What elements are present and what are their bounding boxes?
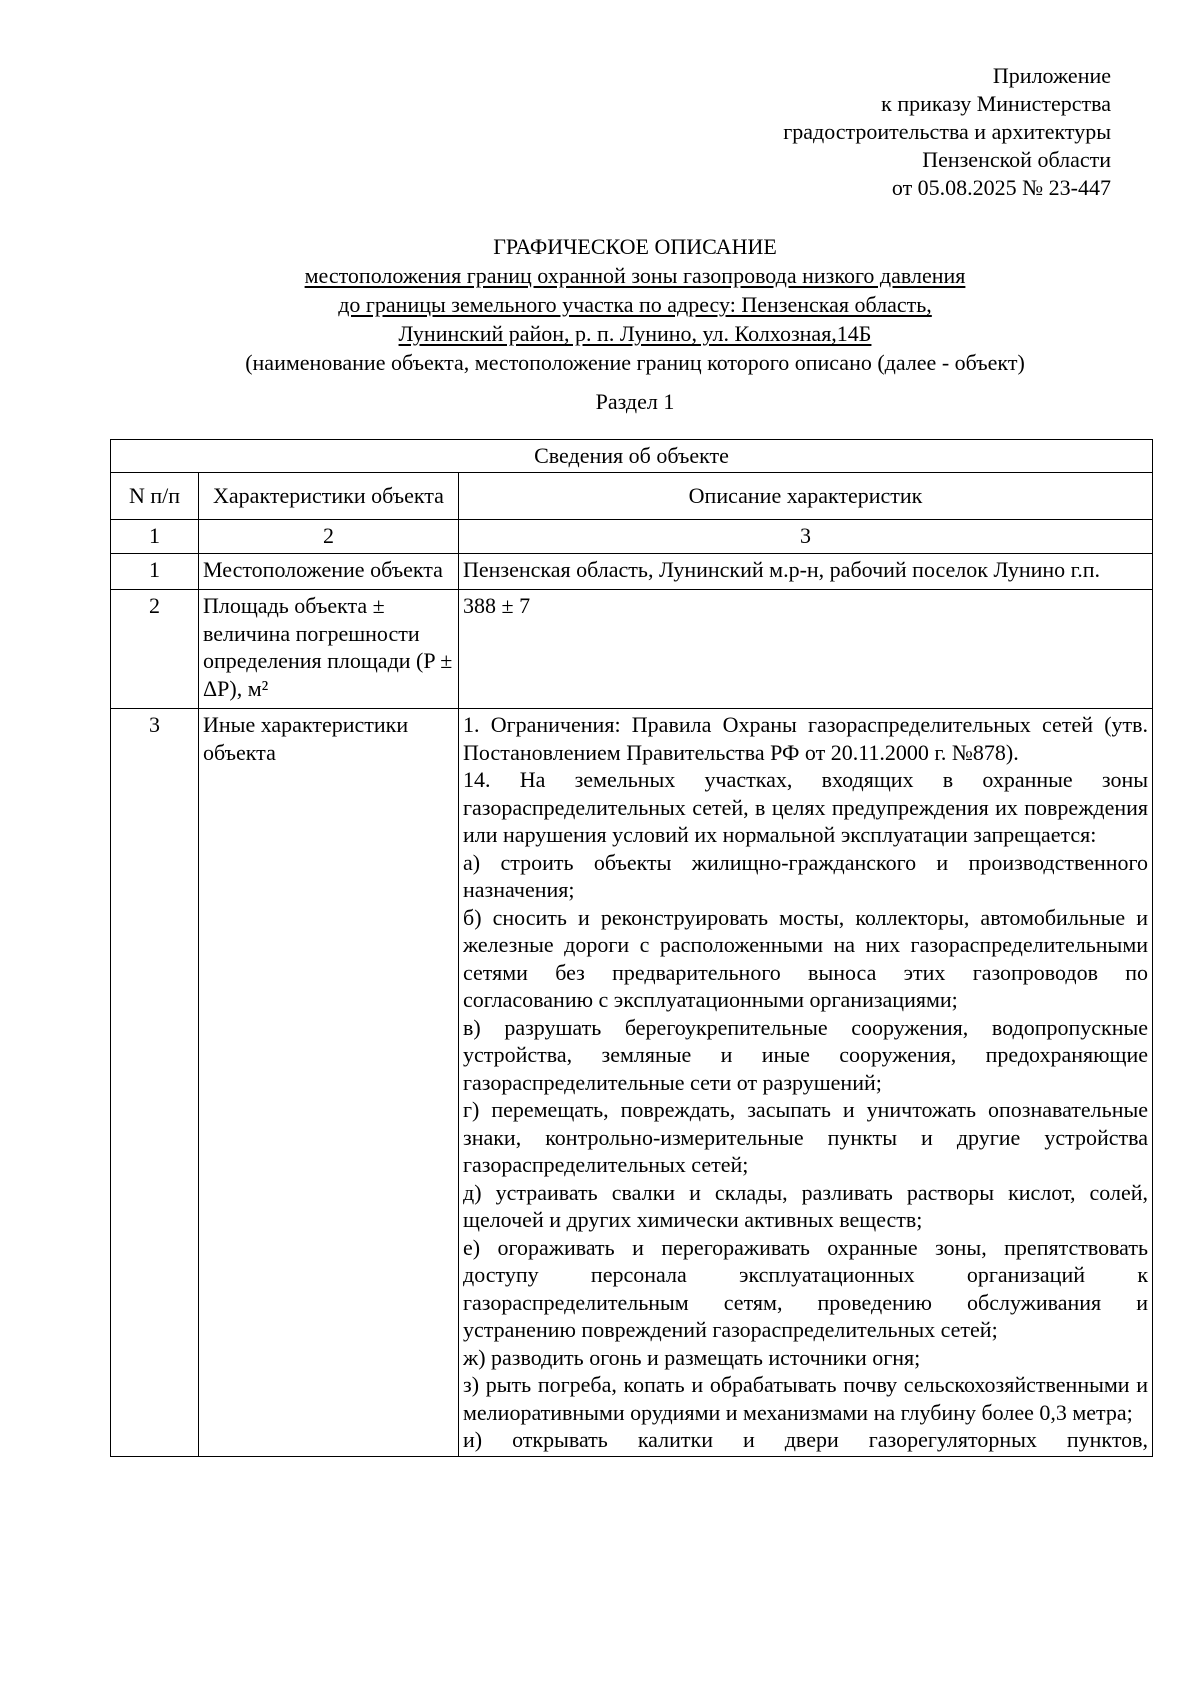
section-title: Раздел 1	[595, 389, 675, 414]
object-name-line-1: местоположения границ охранной зоны газопровода низкого давления	[304, 263, 966, 288]
table-row	[111, 709, 1153, 1457]
appendix-block	[591, 62, 1111, 202]
row-number: 2	[111, 590, 199, 709]
restriction-paragraph: д) устраивать свалки и склады, разливать растворы кислот, солей, щелочей и других химически активных веществ;	[463, 1179, 1149, 1232]
row-characteristic: Площадь объекта ± величина погрешности определения площади (P ± ΔP), м²	[199, 590, 459, 709]
table-row	[111, 553, 1153, 590]
object-name-caption: (наименование объекта, местоположение границ которого описано (далее - объект)	[245, 350, 1025, 375]
header-description: Описание характеристик	[459, 472, 1153, 520]
restriction-paragraph: з) рыть погреба, копать и обрабатывать почву сельскохозяйственными и мелиоративными орудиями и механизмами на глубину более 0,3 метра;	[463, 1372, 1149, 1425]
object-info-table	[110, 439, 1153, 1457]
restriction-paragraph: и) открывать калитки и двери газорегуляторных пунктов,	[463, 1427, 1149, 1452]
column-number-row	[111, 520, 1153, 554]
appendix-line-1: Приложение	[992, 63, 1111, 88]
row-number: 1	[111, 553, 199, 590]
document-heading	[110, 232, 1160, 416]
column-number-2: 2	[199, 520, 459, 554]
restriction-paragraph: б) сносить и реконструировать мосты, коллекторы, автомобильные и железные дороги с расположенными на них газораспределительными сетями без предварительного выноса этих газопроводов по согласованию с эксплуатационными организациями;	[463, 904, 1149, 1012]
column-number-1: 1	[111, 520, 199, 554]
restriction-paragraph: а) строить объекты жилищно-гражданского и производственного назначения;	[463, 849, 1149, 902]
row-description: 388 ± 7	[459, 590, 1153, 709]
row-characteristic: Иные характеристики объекта	[199, 709, 459, 1457]
header-number: N п/п	[111, 472, 199, 520]
appendix-line-4: Пензенской области	[922, 147, 1111, 172]
table-row	[111, 590, 1153, 709]
row-description	[459, 709, 1153, 1457]
row-number: 3	[111, 709, 199, 1457]
restriction-paragraph: г) перемещать, повреждать, засыпать и уничтожать опознавательные знаки, контрольно-измерительные пункты и другие устройства газораспределительных сетей;	[463, 1097, 1149, 1177]
column-number-3: 3	[459, 520, 1153, 554]
object-name-line-2: до границы земельного участка по адресу: Пензенская область,	[338, 292, 932, 317]
row-description: Пензенская область, Лунинский м.р-н, рабочий поселок Лунино г.п.	[459, 553, 1153, 590]
restriction-paragraph: 14. На земельных участках, входящих в охранные зоны газораспределительных сетей, в целях предупреждения их повреждения или нарушения условий их нормальной эксплуатации запрещается:	[463, 767, 1149, 847]
table-title: Сведения об объекте	[111, 440, 1153, 473]
object-name-line-3: Лунинский район, р. п. Лунино, ул. Колхозная,14Б	[398, 321, 872, 346]
document-title: ГРАФИЧЕСКОЕ ОПИСАНИЕ	[493, 234, 777, 259]
table-header-row	[111, 472, 1153, 520]
restriction-paragraph: 1. Ограничения: Правила Охраны газораспределительных сетей (утв. Постановлением Правительства РФ от 20.11.2000 г. №878).	[463, 712, 1149, 765]
appendix-line-2: к приказу Министерства	[881, 91, 1111, 116]
appendix-line-3: градостроительства и архитектуры	[783, 119, 1111, 144]
header-characteristic: Характеристики объекта	[199, 472, 459, 520]
row-characteristic: Местоположение объекта	[199, 553, 459, 590]
restriction-paragraph: ж) разводить огонь и размещать источники огня;	[463, 1344, 921, 1370]
appendix-order-date: от 05.08.2025 № 23-447	[891, 175, 1111, 200]
restriction-paragraph: в) разрушать берегоукрепительные сооружения, водопропускные устройства, земляные и иные сооружения, предохраняющие газораспределительные сети от разрушений;	[463, 1014, 1149, 1095]
restriction-paragraph: е) огораживать и перегораживать охранные зоны, препятствовать доступу персонала эксплуатационных организаций к газораспределительным сетям, проведению обслуживания и устранению повреждений газораспределительных сетей;	[463, 1234, 1149, 1342]
